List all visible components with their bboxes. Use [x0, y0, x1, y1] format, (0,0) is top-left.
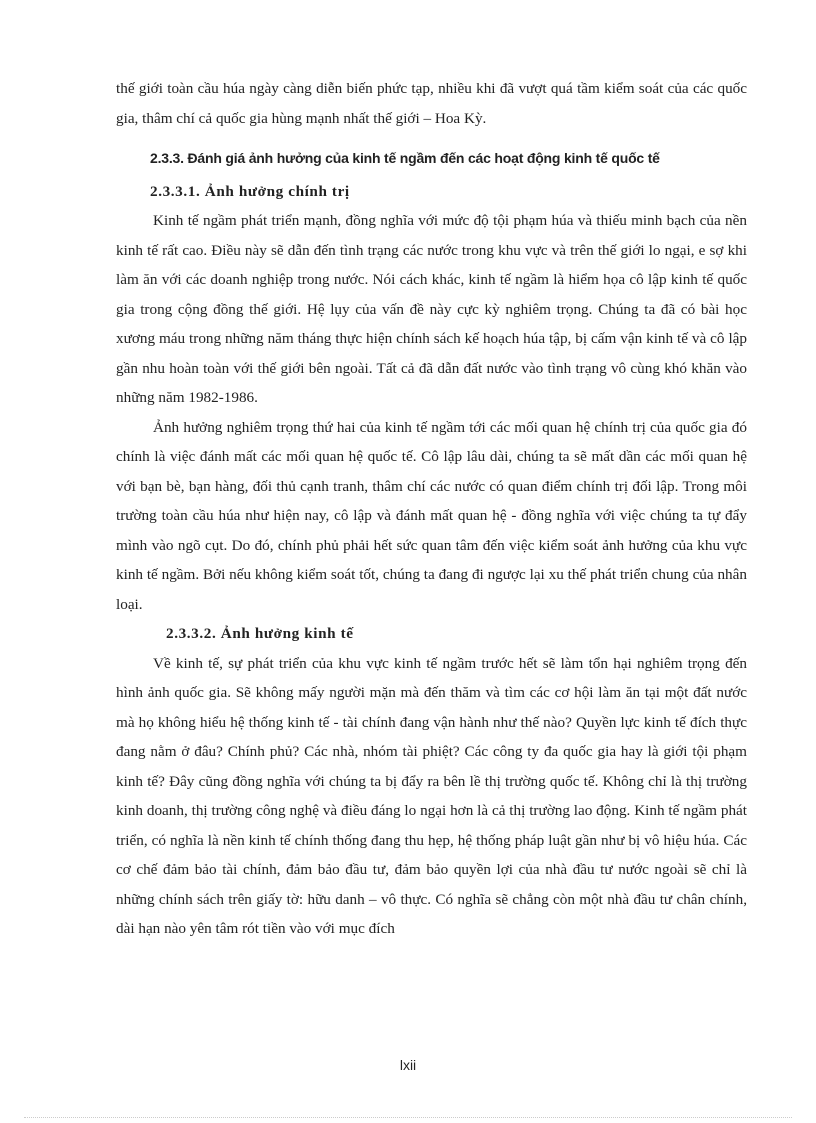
- subsection-heading-economic: 2.3.3.2. Ảnh hưởng kinh tế: [166, 625, 354, 642]
- political-paragraph-2: Ảnh hưởng nghiêm trọng thứ hai của kinh tế ngầm tới các mối quan hệ chính trị của quốc gia đó chính là việc đánh mất các mối quan hệ quốc tế. Cô lập lâu dài, chúng ta sẽ mất dần các mối quan hệ với bạn bè, bạn hàng, đối thủ cạnh tranh, thâm chí các nước có quan điểm chính trị đối lập. Trong môi trường toàn cầu húa như hiện nay, cô lập và đánh mất quan hệ - đồng nghĩa với việc chúng ta tự đẩy mình vào ngõ cụt. Do đó, chính phủ phải hết sức quan tâm đến việc kiểm soát ảnh hưởng của khu vực kinh tế ngầm. Bởi nếu không kiểm soát tốt, chúng ta đang đi ngược lại xu thế phát triển chung của nhân loại.: [116, 418, 747, 613]
- page-body: [116, 74, 747, 944]
- economic-paragraph-1: Về kinh tế, sự phát triển của khu vực kinh tế ngầm trước hết sẽ làm tổn hại nghiêm trọng đến hình ảnh quốc gia. Sẽ không mấy người mặn mà đến thăm và tìm các cơ hội làm ăn tại một đất nước mà họ không hiểu hệ thống kinh tế - tài chính đang vận hành như thế nào? Quyền lực kinh tế đích thực đang nằm ở đâu? Chính phủ? Các nhà, nhóm tài phiệt? Các công ty đa quốc gia hay là giới tội phạm kinh tế? Đây cũng đồng nghĩa với chúng ta bị đẩy ra bên lề thị trường quốc tế. Không chỉ là thị trường kinh doanh, thị trường công nghệ và điều đáng lo ngại hơn là cả thị trường lao động. Kinh tế ngầm phát triển, có nghĩa là nền kinh tế chính thống đang thu hẹp, hệ thống pháp luật gần như bị vô hiệu húa. Các cơ chế đảm bảo tài chính, đảm bảo đầu tư, đảm bảo quyền lợi của nhà đầu tư nước ngoài sẽ chỉ là những chính sách trên giấy tờ: hữu danh – vô thực. Có nghĩa sẽ chẳng còn một nhà đầu tư chân chính, dài hạn nào yên tâm rót tiền vào với mục đích: [116, 654, 747, 937]
- subsection-heading-political: 2.3.3.1. Ảnh hưởng chính trị: [150, 182, 350, 200]
- page-bottom-divider: [24, 1117, 792, 1118]
- intro-paragraph: thế giới toàn cầu húa ngày càng diễn biến phức tạp, nhiều khi đã vượt quá tầm kiểm soát của các quốc gia, thâm chí cả quốc gia hùng mạnh nhất thế giới – Hoa Kỳ.: [116, 80, 747, 127]
- political-paragraph-1: Kinh tế ngầm phát triển mạnh, đồng nghĩa với mức độ tội phạm húa và thiếu minh bạch của nền kinh tế rất cao. Điều này sẽ dẫn đến tình trạng các nước trong khu vực và trên thế giới lo ngại, e sợ khi làm ăn với các doanh nghiệp trong nước. Nói cách khác, kinh tế ngầm là hiểm họa cô lập kinh tế quốc gia trong cộng đồng thế giới. Hệ lụy của vấn đề này cực kỳ nghiêm trọng. Chúng ta đã có bài học xương máu trong những năm tháng thực hiện chính sách kế hoạch húa tập, bị cấm vận kinh tế và cô lập gần nhu hoàn toàn với thế giới bên ngoài. Tất cả đã dẫn đất nước vào tình trạng vô cùng khó khăn vào những năm 1982-1986.: [116, 212, 747, 406]
- section-heading: 2.3.3. Đánh giá ảnh hưởng của kinh tế ngầm đến các hoạt động kinh tế quốc tế: [150, 150, 660, 166]
- page-number: lxii: [399, 1057, 417, 1073]
